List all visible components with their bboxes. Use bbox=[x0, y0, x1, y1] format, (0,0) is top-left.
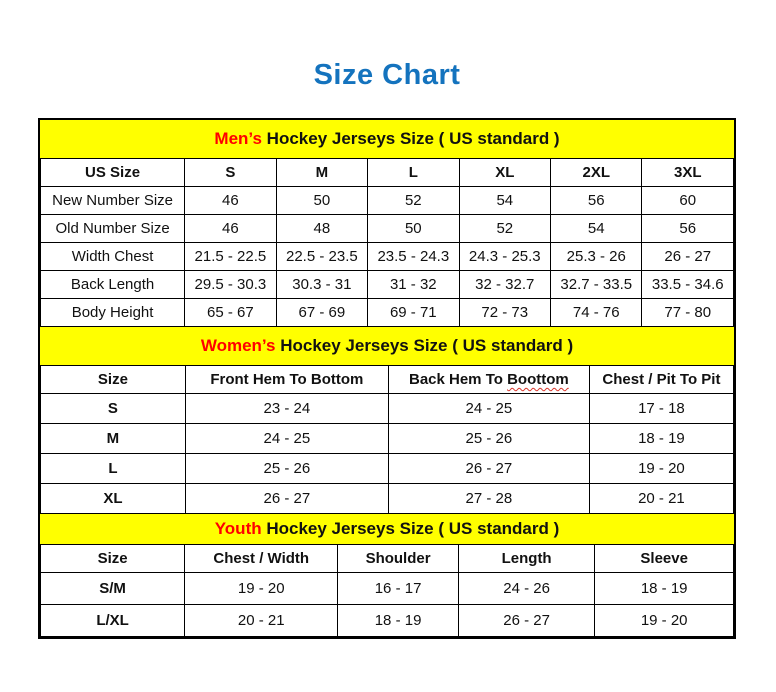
value-cell: 74 - 76 bbox=[551, 299, 642, 327]
column-header-cell: US Size bbox=[41, 159, 185, 187]
value-cell: 26 - 27 bbox=[185, 484, 388, 514]
youth-section-header-highlight: Youth bbox=[214, 519, 262, 538]
value-cell: 52 bbox=[459, 215, 550, 243]
value-cell: 46 bbox=[185, 187, 276, 215]
table-row bbox=[41, 573, 734, 605]
column-header-cell: Sleeve bbox=[595, 545, 734, 573]
value-cell: 26 - 27 bbox=[388, 454, 589, 484]
mens-section-header-rest: Hockey Jerseys Size ( US standard ) bbox=[261, 129, 560, 148]
row-label-cell: Old Number Size bbox=[41, 215, 185, 243]
value-cell: 18 - 19 bbox=[338, 605, 459, 637]
value-cell: 19 - 20 bbox=[595, 605, 734, 637]
table-row bbox=[41, 605, 734, 637]
table-row bbox=[41, 454, 734, 484]
column-header-cell: Size bbox=[41, 545, 185, 573]
value-cell: 19 - 20 bbox=[589, 454, 733, 484]
row-label-cell: XL bbox=[41, 484, 186, 514]
youth-size-table bbox=[40, 544, 734, 637]
value-cell: 48 bbox=[276, 215, 367, 243]
table-row bbox=[41, 484, 734, 514]
value-cell: 25 - 26 bbox=[388, 424, 589, 454]
size-chart-frame bbox=[38, 118, 736, 639]
value-cell: 24 - 25 bbox=[185, 424, 388, 454]
column-header-cell: Size bbox=[41, 366, 186, 394]
value-cell: 30.3 - 31 bbox=[276, 271, 367, 299]
value-cell: 60 bbox=[642, 187, 734, 215]
value-cell: 32 - 32.7 bbox=[459, 271, 550, 299]
value-cell: 24 - 26 bbox=[458, 573, 595, 605]
value-cell: 54 bbox=[459, 187, 550, 215]
value-cell: 22.5 - 23.5 bbox=[276, 243, 367, 271]
row-label-cell: M bbox=[41, 424, 186, 454]
value-cell: 24.3 - 25.3 bbox=[459, 243, 550, 271]
table-row bbox=[41, 424, 734, 454]
column-header-cell: Shoulder bbox=[338, 545, 459, 573]
table-row bbox=[41, 187, 734, 215]
row-label-cell: S bbox=[41, 394, 186, 424]
row-label-cell: L bbox=[41, 454, 186, 484]
value-cell: 31 - 32 bbox=[368, 271, 459, 299]
value-cell: 23 - 24 bbox=[185, 394, 388, 424]
value-cell: 46 bbox=[185, 215, 276, 243]
value-cell: 20 - 21 bbox=[589, 484, 733, 514]
value-cell: 50 bbox=[276, 187, 367, 215]
value-cell: 17 - 18 bbox=[589, 394, 733, 424]
row-label-cell: S/M bbox=[41, 573, 185, 605]
value-cell: 56 bbox=[551, 187, 642, 215]
value-cell: 18 - 19 bbox=[595, 573, 734, 605]
value-cell: 33.5 - 34.6 bbox=[642, 271, 734, 299]
youth-section-header-rest: Hockey Jerseys Size ( US standard ) bbox=[261, 519, 560, 538]
womens-section-header-highlight: Women’s bbox=[200, 336, 276, 355]
column-header-cell bbox=[388, 366, 589, 394]
row-label-cell: New Number Size bbox=[41, 187, 185, 215]
table-row bbox=[41, 394, 734, 424]
value-cell: 20 - 21 bbox=[185, 605, 338, 637]
womens-section-header-rest: Hockey Jerseys Size ( US standard ) bbox=[275, 336, 574, 355]
misspelled-word: Boottom bbox=[507, 371, 569, 388]
column-header-cell: Front Hem To Bottom bbox=[185, 366, 388, 394]
mens-header-row bbox=[41, 159, 734, 187]
womens-header-row bbox=[41, 366, 734, 394]
page-title: Size Chart bbox=[313, 59, 461, 91]
value-cell: 25.3 - 26 bbox=[551, 243, 642, 271]
value-cell: 18 - 19 bbox=[589, 424, 733, 454]
value-cell: 25 - 26 bbox=[185, 454, 388, 484]
value-cell: 26 - 27 bbox=[642, 243, 734, 271]
value-cell: 52 bbox=[368, 187, 459, 215]
column-header-cell: S bbox=[185, 159, 276, 187]
value-cell: 24 - 25 bbox=[388, 394, 589, 424]
value-cell: 72 - 73 bbox=[459, 299, 550, 327]
value-cell: 26 - 27 bbox=[458, 605, 595, 637]
value-cell: 21.5 - 22.5 bbox=[185, 243, 276, 271]
value-cell: 50 bbox=[368, 215, 459, 243]
column-header-text: Back Hem To bbox=[408, 371, 508, 388]
column-header-cell: XL bbox=[459, 159, 550, 187]
column-header-cell: Length bbox=[458, 545, 595, 573]
row-label-cell: L/XL bbox=[41, 605, 185, 637]
value-cell: 19 - 20 bbox=[185, 573, 338, 605]
value-cell: 27 - 28 bbox=[388, 484, 589, 514]
row-label-cell: Back Length bbox=[41, 271, 185, 299]
table-row bbox=[41, 215, 734, 243]
value-cell: 65 - 67 bbox=[185, 299, 276, 327]
column-header-cell: Chest / Pit To Pit bbox=[589, 366, 733, 394]
womens-size-table bbox=[40, 365, 734, 514]
value-cell: 67 - 69 bbox=[276, 299, 367, 327]
row-label-cell: Width Chest bbox=[41, 243, 185, 271]
column-header-cell: L bbox=[368, 159, 459, 187]
womens-section-header bbox=[40, 327, 734, 365]
table-row bbox=[41, 299, 734, 327]
column-header-cell: 3XL bbox=[642, 159, 734, 187]
table-row bbox=[41, 243, 734, 271]
youth-section-header bbox=[40, 514, 734, 544]
youth-header-row bbox=[41, 545, 734, 573]
table-row bbox=[41, 271, 734, 299]
value-cell: 77 - 80 bbox=[642, 299, 734, 327]
value-cell: 32.7 - 33.5 bbox=[551, 271, 642, 299]
mens-section-header-highlight: Men’s bbox=[214, 129, 262, 148]
value-cell: 16 - 17 bbox=[338, 573, 459, 605]
column-header-cell: Chest / Width bbox=[185, 545, 338, 573]
row-label-cell: Body Height bbox=[41, 299, 185, 327]
value-cell: 29.5 - 30.3 bbox=[185, 271, 276, 299]
value-cell: 54 bbox=[551, 215, 642, 243]
mens-section-header bbox=[40, 120, 734, 158]
value-cell: 56 bbox=[642, 215, 734, 243]
value-cell: 23.5 - 24.3 bbox=[368, 243, 459, 271]
mens-size-table bbox=[40, 158, 734, 327]
value-cell: 69 - 71 bbox=[368, 299, 459, 327]
column-header-cell: M bbox=[276, 159, 367, 187]
column-header-cell: 2XL bbox=[551, 159, 642, 187]
